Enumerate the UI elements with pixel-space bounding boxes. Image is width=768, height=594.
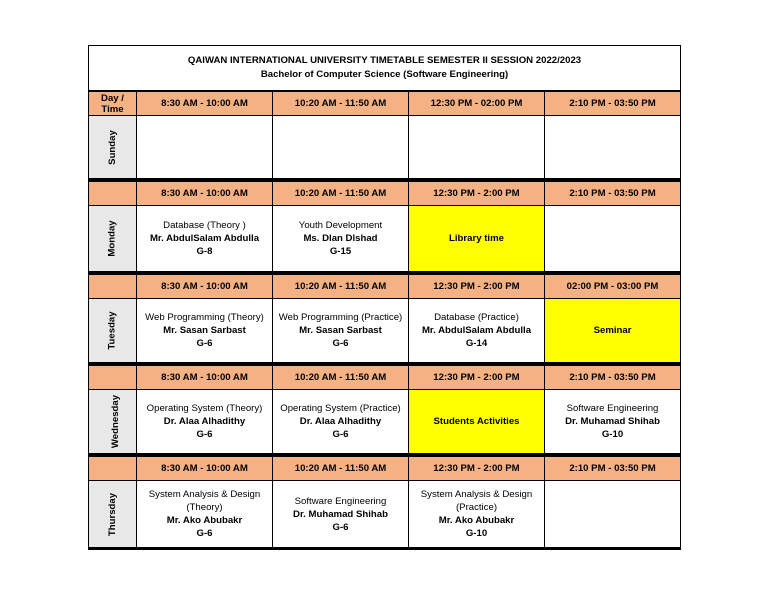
class-detail: G-6: [196, 429, 213, 440]
empty-cell: [545, 116, 681, 181]
class-detail: G-6: [332, 338, 349, 349]
class-detail: Dr. Alaa Alhadithy: [163, 416, 246, 427]
empty-cell: [545, 481, 681, 549]
class-detail: (Practice): [455, 502, 498, 513]
empty-cell: [545, 206, 681, 274]
day-label: Tuesday: [107, 311, 118, 350]
time-slot-header: 8:30 AM - 10:00 AM: [137, 180, 273, 206]
course-name: System Analysis & Design: [420, 489, 533, 500]
course-name: Operating System (Practice): [280, 403, 401, 414]
day-cell: [89, 481, 137, 549]
time-header-row: [89, 273, 681, 299]
course-name: Youth Development: [298, 220, 383, 231]
class-cell: [273, 206, 409, 274]
course-name: Web Programming (Practice): [278, 312, 403, 323]
class-detail: G-6: [196, 528, 213, 539]
class-detail: Mr. Ako Abubakr: [166, 515, 243, 526]
time-slot-header: 8:30 AM - 10:00 AM: [137, 364, 273, 390]
day-time-label: Day /: [101, 92, 124, 104]
day-time-corner: [89, 455, 137, 481]
course-name: Web Programming (Theory): [145, 312, 264, 323]
day-label: Thursday: [107, 492, 118, 536]
day-cell: [89, 116, 137, 181]
class-cell: [545, 390, 681, 456]
class-detail: Mr. AbdulSalam Abdulla: [149, 233, 260, 244]
time-slot-header: 12:30 PM - 02:00 PM: [409, 91, 545, 116]
time-header-row: [89, 455, 681, 481]
day-row-tuesday: [89, 299, 681, 365]
class-cell: [273, 481, 409, 549]
day-row-monday: [89, 206, 681, 274]
day-time-corner: [89, 273, 137, 299]
title-block: [89, 46, 681, 92]
class-detail: Mr. AbdulSalam Abdulla: [421, 325, 532, 336]
time-slot-header: 12:30 PM - 2:00 PM: [409, 180, 545, 206]
class-detail: G-6: [196, 338, 213, 349]
class-detail: G-10: [601, 429, 624, 440]
time-header-row: [89, 364, 681, 390]
class-detail: Mr. Ako Abubakr: [438, 515, 515, 526]
day-time-corner: [89, 364, 137, 390]
class-cell: [273, 390, 409, 456]
class-cell: [137, 206, 273, 274]
day-cell: [89, 206, 137, 274]
class-detail: G-14: [465, 338, 488, 349]
class-cell: [409, 299, 545, 365]
time-header-row: [89, 91, 681, 116]
timetable-sheet: [88, 45, 680, 550]
activity-cell: [409, 390, 545, 456]
day-row-sunday: [89, 116, 681, 181]
time-slot-header: 10:20 AM - 11:50 AM: [273, 273, 409, 299]
class-detail: (Theory): [186, 502, 223, 513]
time-header-row: [89, 180, 681, 206]
time-slot-header: 2:10 PM - 03:50 PM: [545, 180, 681, 206]
time-slot-header: 2:10 PM - 03:50 PM: [545, 364, 681, 390]
day-cell: [89, 299, 137, 365]
time-slot-header: 12:30 PM - 2:00 PM: [409, 364, 545, 390]
class-cell: [273, 299, 409, 365]
class-detail: G-10: [465, 528, 488, 539]
course-name: Software Engineering: [294, 495, 387, 507]
day-cell: [89, 390, 137, 456]
class-detail: G-8: [196, 246, 213, 257]
course-name: Software Engineering: [566, 403, 659, 414]
day-label: Monday: [107, 220, 118, 257]
empty-cell: [273, 116, 409, 181]
time-slot-header: 8:30 AM - 10:00 AM: [137, 455, 273, 481]
time-slot-header: 10:20 AM - 11:50 AM: [273, 455, 409, 481]
time-slot-header: 2:10 PM - 03:50 PM: [545, 91, 681, 116]
day-label: Wednesday: [110, 394, 122, 449]
course-name: Database (Theory ): [163, 220, 246, 231]
activity-cell: [545, 299, 681, 365]
empty-cell: [137, 116, 273, 181]
class-detail: Dr. Muhamad Shihab: [293, 508, 388, 520]
class-cell: [137, 390, 273, 456]
course-name: System Analysis & Design: [148, 489, 261, 500]
time-slot-header: 8:30 AM - 10:00 AM: [137, 273, 273, 299]
course-name: Library time: [449, 233, 504, 244]
day-time-label: Time: [101, 103, 124, 115]
page-subtitle: Bachelor of Computer Science (Software Engineering): [260, 69, 509, 80]
course-name: Operating System (Theory): [146, 403, 263, 414]
time-slot-header: 02:00 PM - 03:00 PM: [545, 273, 681, 299]
day-row-wednesday: [89, 390, 681, 456]
class-detail: G-6: [332, 429, 349, 440]
day-row-thursday: [89, 481, 681, 549]
activity-cell: [409, 206, 545, 274]
class-detail: G-6: [332, 521, 349, 533]
day-time-corner: [89, 180, 137, 206]
time-slot-header: 2:10 PM - 03:50 PM: [545, 455, 681, 481]
course-name: Students Activities: [433, 416, 520, 427]
time-slot-header: 8:30 AM - 10:00 AM: [137, 91, 273, 116]
empty-cell: [409, 116, 545, 181]
time-slot-header: 10:20 AM - 11:50 AM: [273, 364, 409, 390]
timetable: [88, 45, 681, 550]
class-detail: Ms. Dlan Dlshad: [303, 233, 378, 244]
course-name: Seminar: [593, 325, 632, 336]
time-slot-header: 10:20 AM - 11:50 AM: [273, 180, 409, 206]
page-title: QAIWAN INTERNATIONAL UNIVERSITY TIMETABLE SEMESTER II SESSION 2022/2023: [187, 55, 582, 66]
class-cell: [137, 299, 273, 365]
class-detail: Dr. Alaa Alhadithy: [299, 416, 382, 427]
class-cell: [409, 481, 545, 549]
course-name: Database (Practice): [434, 312, 519, 323]
class-detail: Mr. Sasan Sarbast: [163, 325, 246, 336]
class-detail: Mr. Sasan Sarbast: [299, 325, 382, 336]
day-label: Sunday: [107, 129, 118, 165]
class-detail: G-15: [329, 246, 352, 257]
class-cell: [137, 481, 273, 549]
time-slot-header: 12:30 PM - 2:00 PM: [409, 455, 545, 481]
class-detail: Dr. Muhamad Shihab: [565, 416, 660, 427]
time-slot-header: 12:30 PM - 2:00 PM: [409, 273, 545, 299]
day-time-corner: [89, 91, 137, 116]
time-slot-header: 10:20 AM - 11:50 AM: [273, 91, 409, 116]
